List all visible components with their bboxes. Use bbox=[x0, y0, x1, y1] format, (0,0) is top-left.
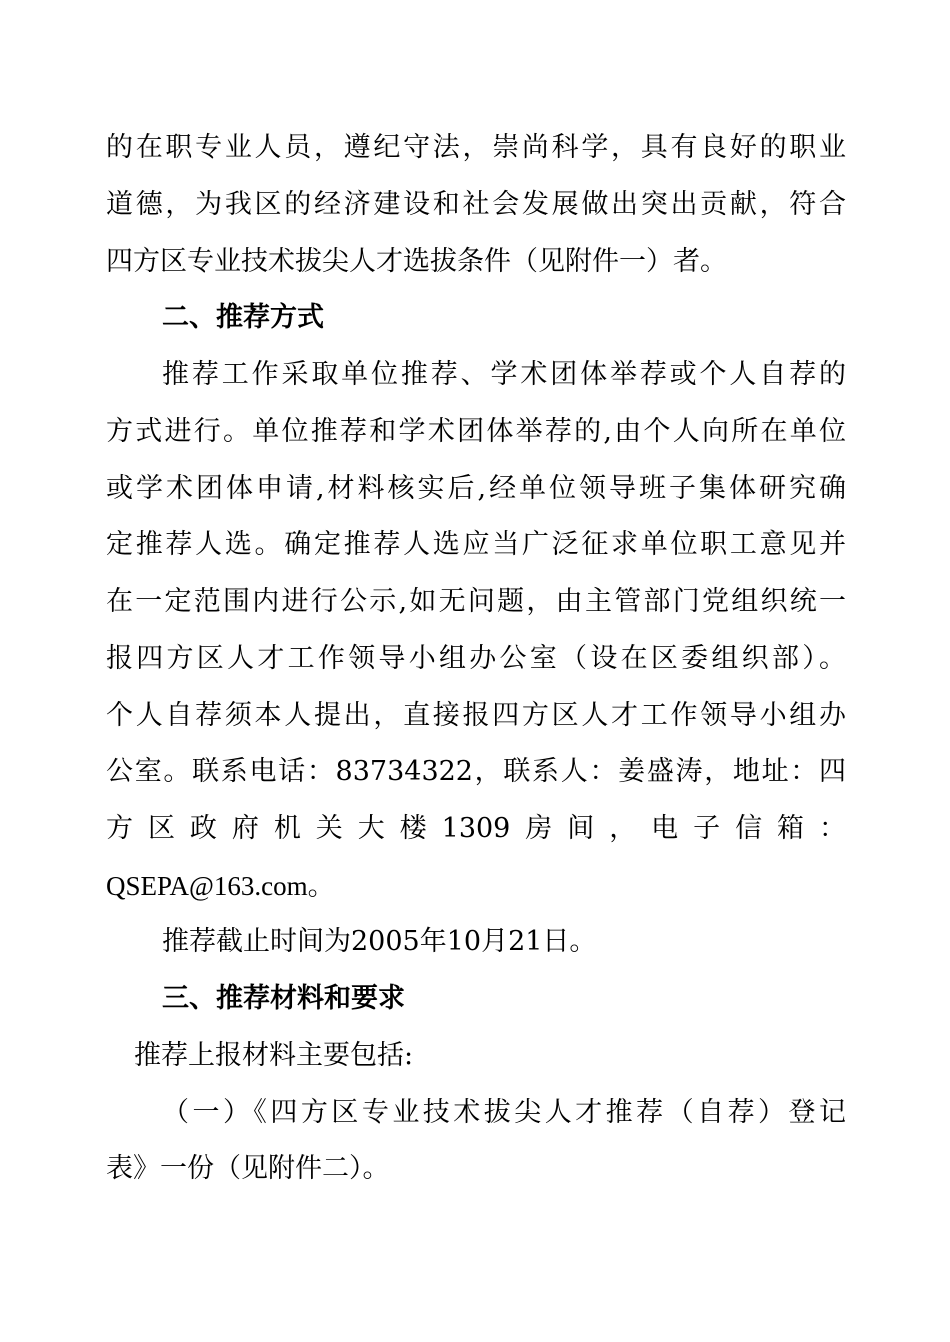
body-text-line: 或学术团体申请,材料核实后,经单位领导班子集体研究确 bbox=[106, 473, 846, 504]
body-text-line: 定推荐人选。确定推荐人选应当广泛征求单位职工意见并 bbox=[106, 529, 846, 560]
contact-address-line: 方区政府机关大楼1309房间，电子信箱： bbox=[106, 813, 846, 844]
body-text-line: 的在职专业人员，遵纪守法，崇尚科学，具有良好的职业 bbox=[106, 132, 846, 163]
list-item-line: 表》一份（见附件二）。 bbox=[106, 1153, 390, 1184]
body-text-line: 推荐上报材料主要包括: bbox=[134, 1040, 414, 1071]
body-text-line: 四方区专业技术拔尖人才选拔条件（见附件一）者。 bbox=[106, 246, 727, 277]
contact-email-line: QSEPA@163.com。 bbox=[106, 871, 335, 901]
body-text-line: 报四方区人才工作领导小组办公室（设在区委组织部）。 bbox=[106, 643, 846, 674]
body-text-line: 在一定范围内进行公示,如无问题，由主管部门党组织统一 bbox=[106, 586, 846, 617]
section-heading-materials: 三、推荐材料和要求 bbox=[162, 983, 405, 1014]
section-heading-recommendation-method: 二、推荐方式 bbox=[162, 302, 324, 333]
list-item-line: （一）《四方区专业技术拔尖人才推荐（自荐）登记 bbox=[162, 1097, 846, 1128]
deadline-line: 推荐截止时间为2005年10月21日。 bbox=[162, 926, 597, 957]
contact-phone-line: 公室。联系电话：83734322，联系人：姜盛涛，地址：四 bbox=[106, 756, 846, 787]
body-text-line: 方式进行。单位推荐和学术团体举荐的,由个人向所在单位 bbox=[106, 416, 846, 447]
body-text-line: 道德，为我区的经济建设和社会发展做出突出贡献，符合 bbox=[106, 189, 846, 220]
body-text-line: 个人自荐须本人提出，直接报四方区人才工作领导小组办 bbox=[106, 700, 846, 731]
body-text-line: 推荐工作采取单位推荐、学术团体举荐或个人自荐的 bbox=[162, 359, 846, 390]
